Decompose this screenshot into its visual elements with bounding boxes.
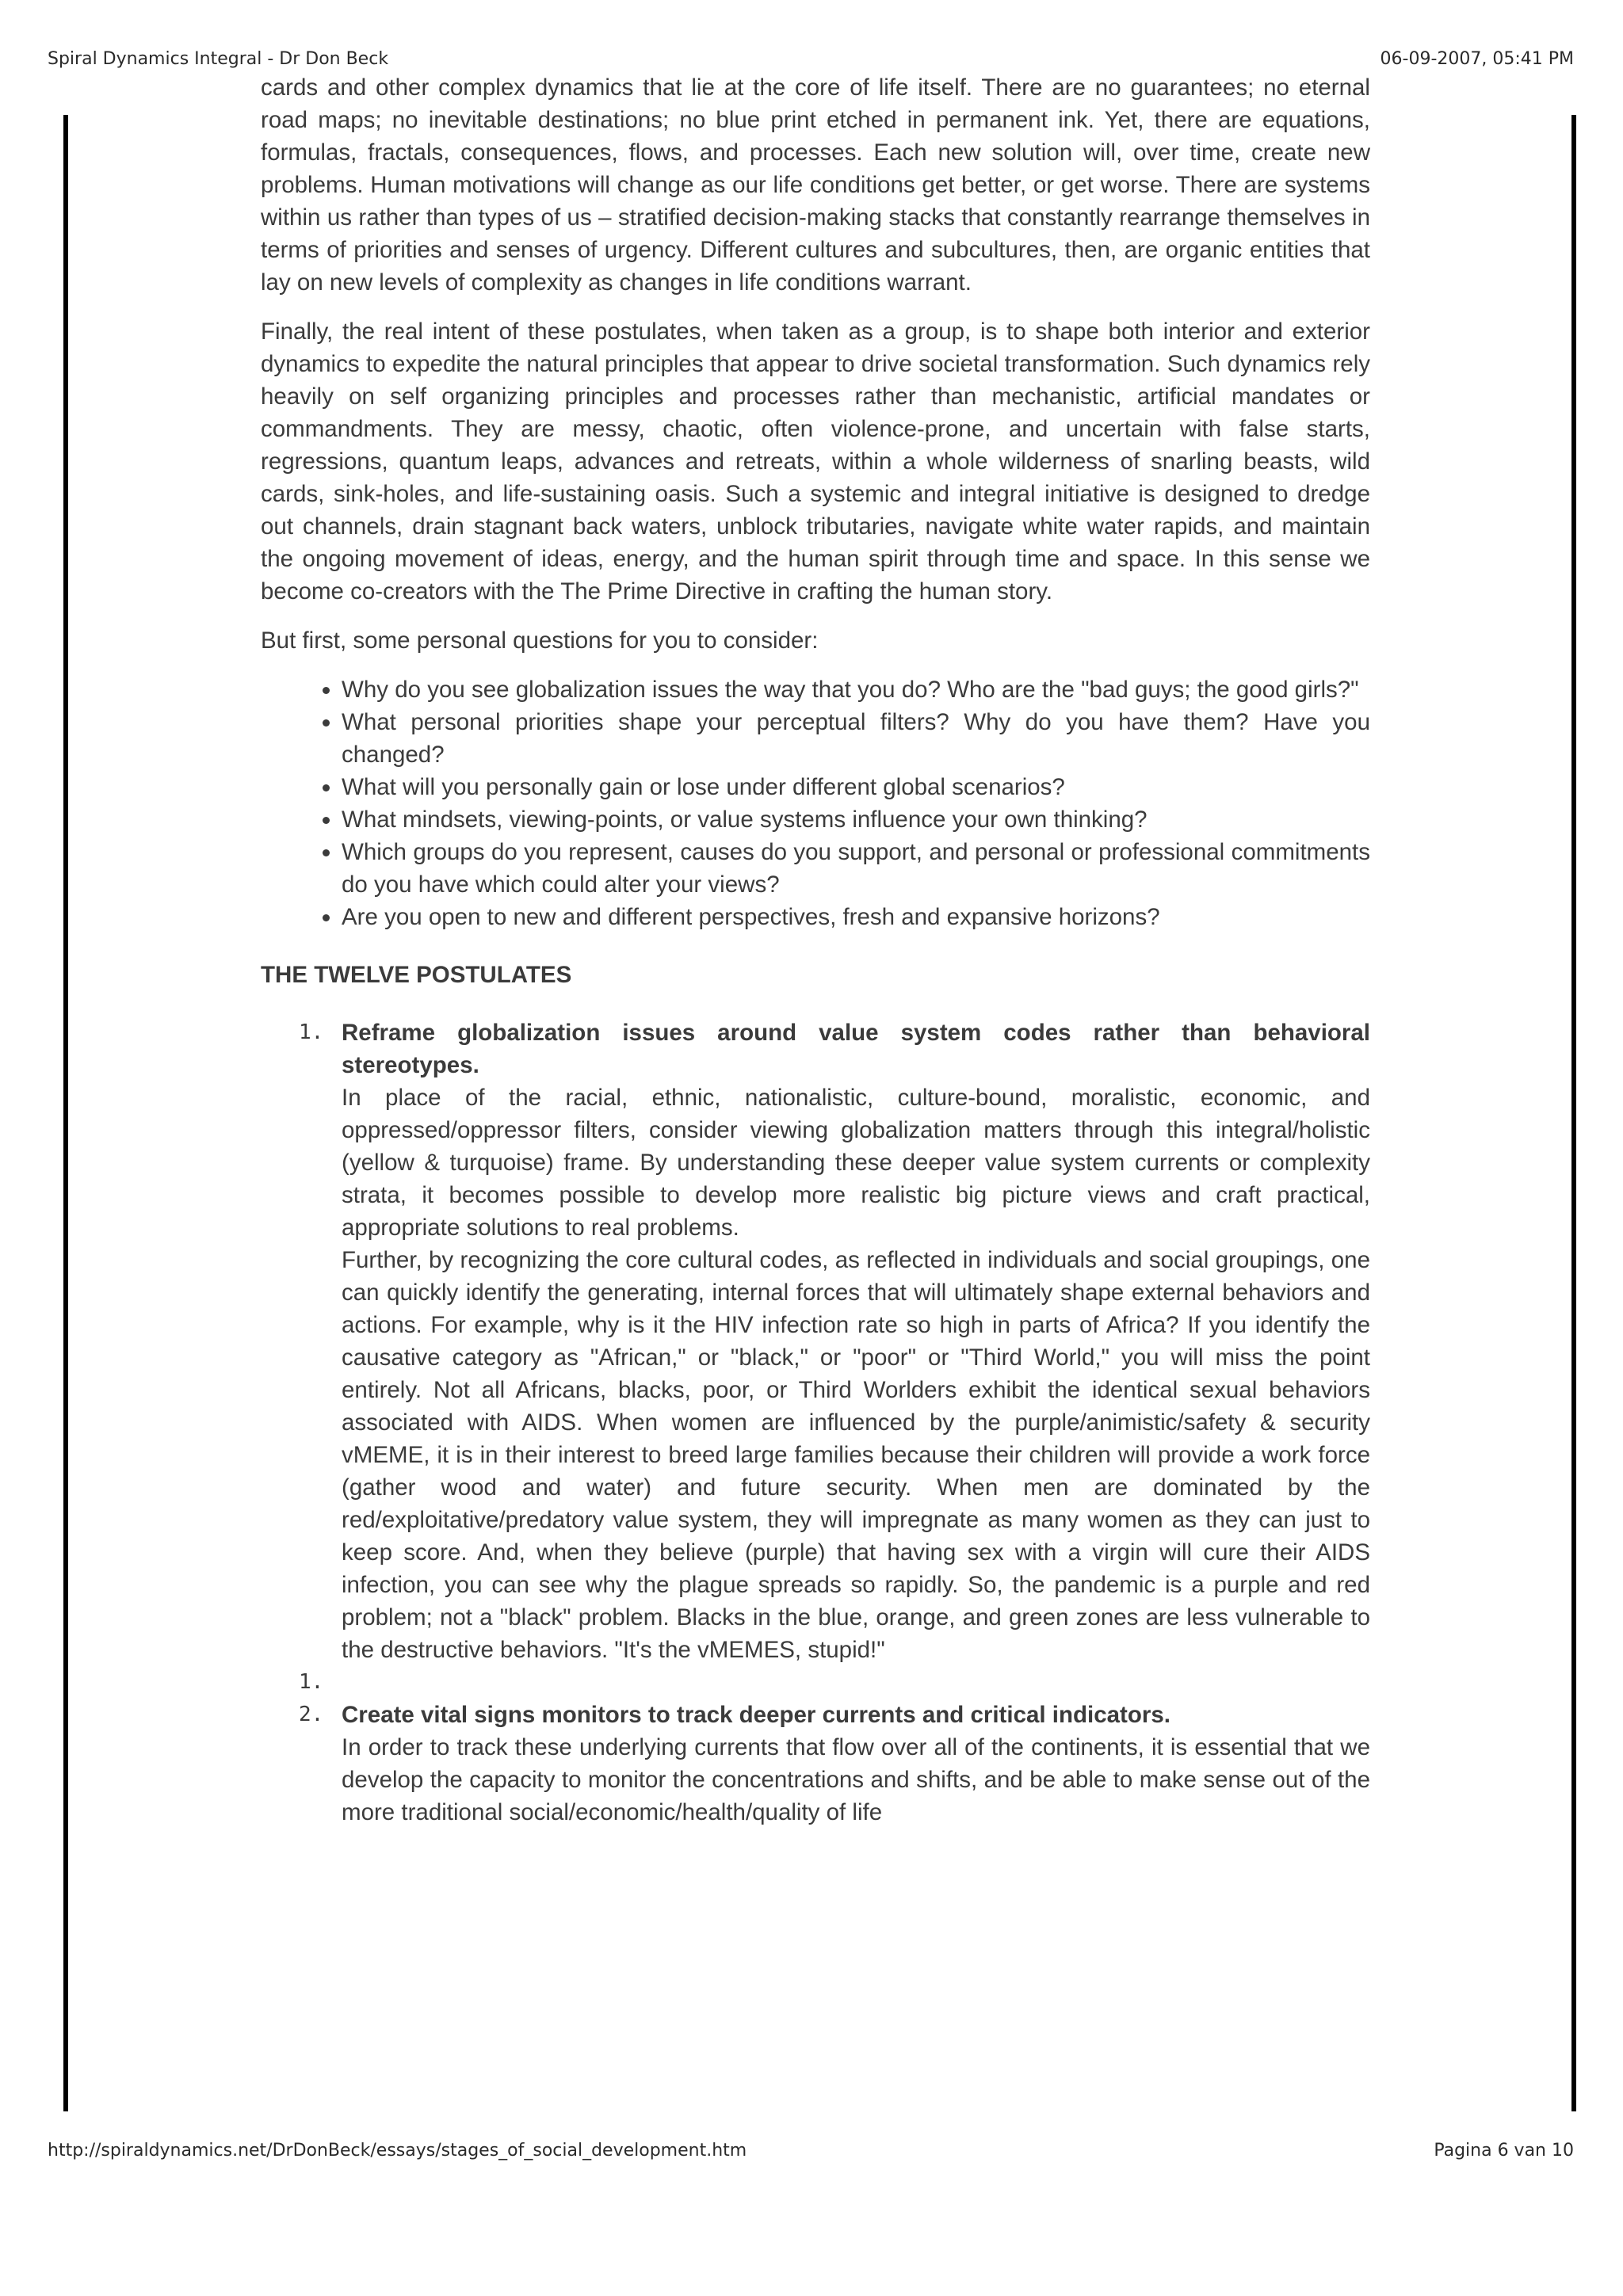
- postulate-item: [261, 1699, 1370, 1829]
- question-item: • Which groups do you represent, causes do you support, and personal or professional commitments do you have which could alter your views?: [342, 836, 1370, 901]
- personal-questions-list: [261, 673, 1370, 933]
- page-footer-url: http://spiraldynamics.net/DrDonBeck/essays/stages_of_social_development.htm: [48, 2141, 747, 2161]
- paragraph-postulates-intent: Finally, the real intent of these postulates, when taken as a group, is to shape both interior and exterior dynamics to expedite the natural principles that appear to drive societal transformation. Such dynamics rely heavily on self organizing principles and processes rather than mechanistic, artificial mandates or commandments. They are messy, chaotic, often violence-prone, and uncertain with false starts, regressions, quantum leaps, advances and retreats, within a whole wilderness of snarling beasts, wild cards, sink-holes, and life-sustaining oasis. Such a systemic and integral initiative is designed to dredge out channels, drain stagnant back waters, unblock tributaries, navigate white water rapids, and maintain the ongoing movement of ideas, energy, and the human spirit through time and space. In this sense we become co-creators with the The Prime Directive in crafting the human story.: [261, 318, 1370, 605]
- question-item: • What mindsets, viewing-points, or value systems influence your own thinking?: [342, 803, 1370, 836]
- postulate-body-paragraph: In place of the racial, ethnic, nationalistic, culture-bound, moralistic, economic, and oppressed/oppressor filters, consider viewing globalization matters through this integral/holistic (yellow & turquoise) frame. By understanding these deeper value system currents or complexity strata, it becomes possible to develop more realistic big picture views and craft practical, appropriate solutions to real problems.: [342, 1085, 1370, 1241]
- paragraph-intro-continuation: cards and other complex dynamics that lie at the core of life itself. There are no guarantees; no eternal road maps; no inevitable destinations; no blue print etched in permanent ink. Yet, there are equations, formulas, fractals, consequences, flows, and processes. Each new solution will, over time, create new problems. Human motivations will change as our life conditions get better, or get worse. There are systems within us rather than types of us – stratified decision-making stacks that constantly rearrange themselves in terms of priorities and senses of urgency. Different cultures and subcultures, then, are organic entities that lay on new levels of complexity as changes in life conditions warrant.: [261, 74, 1370, 296]
- section-title: THE TWELVE POSTULATES: [261, 962, 572, 988]
- page-footer-page-number: Pagina 6 van 10: [1434, 2141, 1574, 2161]
- postulate-number: 1.: [299, 1670, 324, 1694]
- paragraph-questions-lead: But first, some personal questions for you to consider:: [261, 627, 819, 654]
- postulate-body-paragraph: Further, by recognizing the core cultural codes, as reflected in individuals and social groupings, one can quickly identify the generating, internal forces that will ultimately shape external behaviors and actions. For example, why is it the HIV infection rate so high in parts of Africa? If you identify the causative category as "African," or "black," or "poor" or "Third World," you will miss the point entirely. Not all Africans, blacks, poor, or Third Worlders exhibit the identical sexual behaviors associated with AIDS. When women are influenced by the purple/animistic/safety & security vMEME, it is in their interest to breed large families because their children will provide a work force (gather wood and water) and future security. When men are dominated by the red/exploitative/predatory value system, they will impregnate as many women as they can just to keep score. And, when they believe (purple) that having sex with a virgin will cure their AIDS infection, you can see why the plague spreads so rapidly. So, the pandemic is a purple and red problem; not a "black" problem. Blacks in the blue, orange, and green zones are less vulnerable to the destructive behaviors. "It's the vMEMES, stupid!": [342, 1247, 1370, 1663]
- question-item: • Are you open to new and different perspectives, fresh and expansive horizons?: [342, 901, 1370, 933]
- postulate-number: 1.: [299, 1020, 324, 1044]
- article-content: [261, 71, 1370, 1829]
- right-border-bar: [1571, 115, 1576, 2111]
- question-item: • What personal priorities shape your perceptual filters? Why do you have them? Have you changed?: [342, 706, 1370, 771]
- page-header-title: Spiral Dynamics Integral - Dr Don Beck: [48, 49, 389, 69]
- postulates-list: [261, 1016, 1370, 1829]
- postulate-title: Reframe globalization issues around value system codes rather than behavioral stereotypes.: [342, 1020, 1370, 1078]
- question-item: • Why do you see globalization issues the way that you do? Who are the "bad guys; the good girls?": [342, 673, 1370, 706]
- page-header-datetime: 06-09-2007, 05:41 PM: [1380, 49, 1574, 69]
- question-item: • What will you personally gain or lose under different global scenarios?: [342, 771, 1370, 803]
- postulate-body-paragraph: In order to track these underlying currents that flow over all of the continents, it is essential that we develop the capacity to monitor the concentrations and shifts, and be able to make sense out of the more traditional social/economic/health/quality of life: [342, 1734, 1370, 1825]
- postulate-item: [261, 1016, 1370, 1666]
- postulate-title: Create vital signs monitors to track deeper currents and critical indicators.: [342, 1702, 1170, 1728]
- left-border-bar: [63, 115, 68, 2111]
- postulate-item-empty: [261, 1666, 1370, 1699]
- postulate-number: 2.: [299, 1703, 324, 1726]
